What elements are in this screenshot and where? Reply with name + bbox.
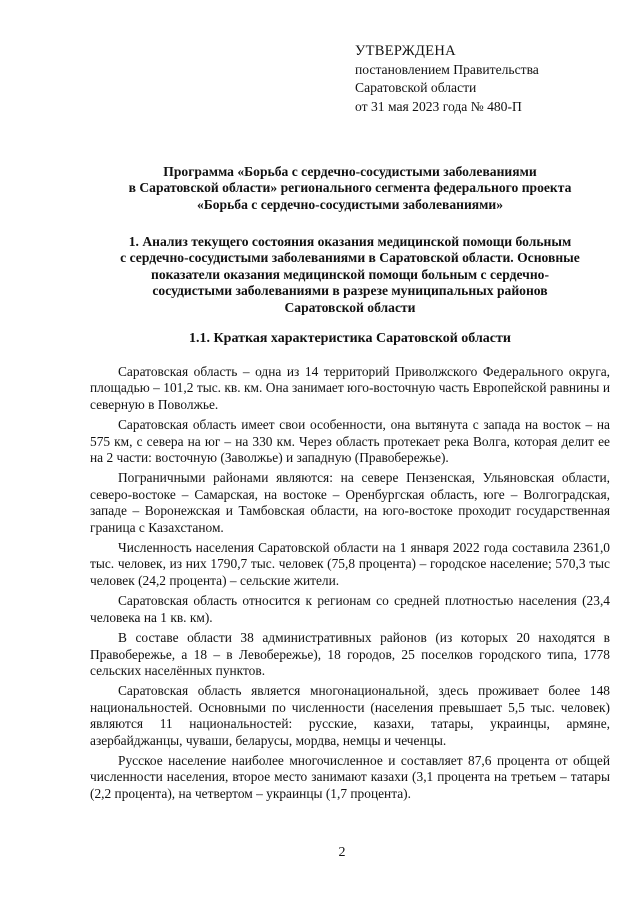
program-title xyxy=(80,164,620,213)
approval-line: от 31 мая 2023 года № 480-П xyxy=(355,98,522,114)
body-text xyxy=(90,364,610,806)
section-title-line: сосудистыми заболеваниями в разрезе муниципальных районов xyxy=(152,283,548,299)
section-title-line: показатели оказания медицинской помощи больным с сердечно- xyxy=(150,266,549,282)
program-title-line: в Саратовской области» регионального сегмента федерального проекта xyxy=(128,180,572,196)
page-number: 2 xyxy=(338,845,346,860)
section-title xyxy=(80,234,620,316)
subsection-title-text: 1.1. Краткая характеристика Саратовской области xyxy=(189,331,511,346)
paragraph: Саратовская область является многонациональной, здесь проживает более 148 национальностей. Основными по численности (населения превышает 5,5 тыс. человек) являются 11 национальностей: русские, казахи, татары, украинцы, армяне, азербайджанцы, чуваши, беларусы, мордва, немцы и чеченцы. xyxy=(90,683,610,748)
paragraph: Пограничными районами являются: на севере Пензенская, Ульяновская области, северо-востоке – Самарская, на востоке – Оренбургская область, юге – Волгоградская, западе – Воронежская и Тамбовская области, на юго-востоке проходит государственная граница с Казахстаном. xyxy=(90,470,610,535)
paragraph: В составе области 38 административных районов (из которых 20 находятся в Правобережье, а 18 – в Левобережье), 18 городов, 25 поселков городского типа, 1778 сельских населённых пунктов. xyxy=(90,630,610,678)
paragraph: Саратовская область относится к регионам со средней плотностью населения (23,4 человека на 1 кв. км). xyxy=(90,593,610,625)
paragraph: Саратовская область имеет свои особенности, она вытянута с запада на восток – на 575 км, с севера на юг – на 330 км. Через область протекает река Волга, которая делит ее на 2 части: восточную (Заволжье) и западную (Правобережье). xyxy=(90,417,610,466)
paragraph: Численность населения Саратовской области на 1 января 2022 года составила 2361,0 тыс. человек, из них 1790,7 тыс. человек (75,8 процента) – городское население; 570,3 тыс человек (24,2 процента) – сельские жители. xyxy=(90,540,610,588)
approval-stamp xyxy=(355,42,625,116)
paragraph: Русское население наиболее многочисленное и составляет 87,6 процента от общей численности населения, второе место занимают казахи (3,1 процента на третьем – татары (2,2 процента), на четвертом – украинцы (1,7 процента). xyxy=(90,752,610,801)
subsection-title xyxy=(80,331,620,347)
paragraph: Саратовская область – одна из 14 территорий Приволжского Федерального округа, площадью – 101,2 тыс. кв. км. Она занимает юго-восточную часть Европейской равнины и северную в Поволжье. xyxy=(90,364,610,412)
approval-line: постановлением Правительства xyxy=(355,61,539,77)
approval-line: Саратовской области xyxy=(355,80,477,95)
section-title-line: 1. Анализ текущего состояния оказания медицинской помощи больным xyxy=(128,234,572,249)
approval-title: УТВЕРЖДЕНА xyxy=(355,43,456,59)
section-title-line: с сердечно-сосудистыми заболеваниями в Саратовской области. Основные xyxy=(120,250,580,266)
program-title-line: Программа «Борьба с сердечно-сосудистыми заболеваниями xyxy=(163,164,537,179)
section-title-line: Саратовской области xyxy=(284,299,416,315)
program-title-line: «Борьба с сердечно-сосудистыми заболеваниями» xyxy=(196,196,504,212)
